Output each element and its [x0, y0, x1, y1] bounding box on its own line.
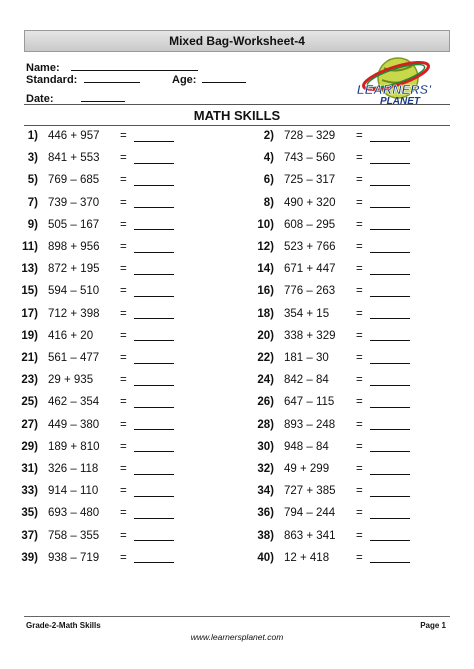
- equals-sign: =: [120, 551, 127, 564]
- problem-item: [244, 505, 410, 521]
- problem-expression: 462 – 354: [48, 396, 100, 409]
- equals-sign: =: [120, 329, 127, 342]
- problem-number: 35): [21, 507, 38, 520]
- equals-sign: =: [120, 218, 127, 231]
- problem-number: 11): [22, 241, 38, 253]
- answer-blank[interactable]: [370, 530, 410, 541]
- problem-item: [244, 195, 410, 211]
- problem-item: [244, 172, 410, 188]
- problem-item: [8, 150, 174, 166]
- problem-item: [8, 261, 174, 277]
- answer-blank[interactable]: [134, 464, 174, 475]
- answer-blank[interactable]: [134, 397, 174, 408]
- answer-blank[interactable]: [370, 441, 410, 452]
- problem-expression: 727 + 385: [284, 485, 336, 498]
- answer-blank[interactable]: [370, 131, 410, 142]
- equals-sign: =: [120, 152, 127, 165]
- standard-label: Standard:: [26, 74, 78, 86]
- problem-item: [8, 328, 174, 344]
- problem-item: [8, 394, 174, 410]
- answer-blank[interactable]: [134, 219, 174, 230]
- equals-sign: =: [356, 551, 363, 564]
- answer-blank[interactable]: [134, 530, 174, 541]
- problem-item: [8, 461, 174, 477]
- problem-expression: 416 + 20: [48, 329, 94, 342]
- problem-item: [244, 261, 410, 277]
- problem-item: [244, 417, 410, 433]
- problem-expression: 948 – 84: [284, 440, 329, 453]
- equals-sign: =: [356, 285, 363, 298]
- problem-expression: 743 – 560: [284, 152, 336, 165]
- age-field: [172, 72, 246, 86]
- problem-expression: 594 – 510: [48, 285, 100, 298]
- equals-sign: =: [120, 507, 127, 520]
- problem-expression: 354 + 15: [284, 307, 330, 320]
- problem-item: [244, 283, 410, 299]
- problem-expression: 326 – 118: [48, 463, 99, 475]
- problem-item: [8, 217, 174, 233]
- problem-number: 26): [257, 396, 274, 409]
- problem-number: 2): [263, 130, 274, 142]
- problem-number: 25): [21, 396, 38, 409]
- problem-number: 27): [21, 418, 38, 431]
- problem-number: 40): [257, 551, 274, 564]
- problem-expression: 914 – 110: [48, 485, 99, 498]
- problem-expression: 671 + 447: [284, 263, 336, 276]
- problem-expression: 758 – 355: [48, 529, 100, 542]
- equals-sign: =: [356, 463, 363, 475]
- problem-item: [8, 306, 174, 322]
- problem-item: [8, 172, 174, 188]
- problem-item: [8, 239, 174, 255]
- answer-blank[interactable]: [370, 486, 410, 497]
- answer-blank[interactable]: [370, 308, 410, 319]
- worksheet-title: Mixed Bag-Worksheet-4: [169, 34, 305, 48]
- answer-blank[interactable]: [134, 131, 174, 142]
- answer-blank[interactable]: [370, 153, 410, 164]
- answer-blank[interactable]: [370, 375, 410, 386]
- answer-blank[interactable]: [370, 419, 410, 430]
- problem-number: 4): [263, 152, 274, 165]
- problems-grid: [0, 124, 474, 598]
- section-title-bar: [24, 104, 450, 126]
- problem-expression: 842 – 84: [284, 374, 329, 387]
- problem-number: 30): [257, 440, 274, 453]
- problem-expression: 898 + 956: [48, 241, 100, 253]
- worksheet-title-bar: [24, 30, 450, 52]
- answer-blank[interactable]: [134, 153, 174, 164]
- problem-number: 13): [21, 263, 38, 276]
- problem-number: 34): [257, 485, 274, 498]
- problem-item: [244, 461, 410, 477]
- problem-number: 22): [257, 352, 274, 364]
- date-blank[interactable]: [81, 91, 125, 102]
- answer-blank[interactable]: [134, 175, 174, 186]
- problem-number: 20): [257, 329, 274, 342]
- equals-sign: =: [120, 174, 127, 187]
- problem-number: 32): [257, 463, 274, 475]
- problem-item: [244, 350, 410, 366]
- problem-item: [8, 528, 174, 544]
- problem-expression: 446 + 957: [48, 130, 100, 142]
- answer-blank[interactable]: [134, 264, 174, 275]
- problem-item: [8, 505, 174, 521]
- answer-blank[interactable]: [370, 175, 410, 186]
- problem-expression: 505 – 167: [48, 218, 100, 231]
- answer-blank[interactable]: [370, 464, 410, 475]
- equals-sign: =: [120, 352, 127, 364]
- problem-expression: 712 + 398: [48, 307, 100, 320]
- answer-blank[interactable]: [370, 353, 410, 364]
- footer-grade: Grade-2-Math Skills: [26, 621, 101, 630]
- problem-number: 36): [257, 507, 274, 520]
- answer-blank[interactable]: [134, 375, 174, 386]
- age-blank[interactable]: [202, 72, 246, 83]
- standard-blank[interactable]: [84, 72, 140, 83]
- problem-expression: 181 – 30: [284, 352, 329, 364]
- logo-text-line1: LEARNERS': [356, 82, 432, 97]
- equals-sign: =: [356, 329, 363, 342]
- problem-number: 6): [263, 174, 274, 187]
- answer-blank[interactable]: [134, 286, 174, 297]
- equals-sign: =: [120, 418, 127, 431]
- equals-sign: =: [356, 241, 363, 253]
- name-blank[interactable]: [71, 60, 198, 71]
- answer-blank[interactable]: [134, 508, 174, 519]
- problem-expression: 863 + 341: [284, 529, 336, 542]
- problem-number: 16): [257, 285, 274, 298]
- equals-sign: =: [120, 485, 127, 498]
- equals-sign: =: [356, 396, 363, 409]
- problem-item: [244, 328, 410, 344]
- problem-number: 5): [27, 174, 38, 187]
- problem-number: 8): [263, 196, 274, 209]
- equals-sign: =: [356, 218, 363, 231]
- problem-expression: 776 – 263: [284, 285, 336, 298]
- problem-expression: 893 – 248: [284, 418, 336, 431]
- problem-item: [244, 306, 410, 322]
- problem-expression: 739 – 370: [48, 196, 100, 209]
- equals-sign: =: [120, 263, 127, 276]
- problem-item: [244, 439, 410, 455]
- problem-item: [8, 550, 174, 566]
- problem-item: [244, 394, 410, 410]
- footer-divider: [24, 616, 450, 617]
- problem-expression: 794 – 244: [284, 507, 336, 520]
- equals-sign: =: [120, 374, 127, 387]
- problem-expression: 29 + 935: [48, 374, 94, 387]
- problem-number: 39): [21, 551, 38, 564]
- problem-number: 3): [27, 152, 38, 165]
- equals-sign: =: [356, 529, 363, 542]
- answer-blank[interactable]: [134, 552, 174, 563]
- equals-sign: =: [356, 196, 363, 209]
- problem-item: [8, 350, 174, 366]
- problem-expression: 12 + 418: [284, 551, 330, 564]
- footer-website: www.learnersplanet.com: [190, 632, 284, 642]
- problem-number: 17): [21, 307, 38, 320]
- equals-sign: =: [356, 130, 363, 142]
- equals-sign: =: [356, 352, 363, 364]
- name-label: Name:: [26, 62, 60, 74]
- footer-page-number: Page 1: [420, 621, 446, 630]
- problem-expression: 769 – 685: [48, 174, 100, 187]
- equals-sign: =: [120, 241, 127, 253]
- answer-blank[interactable]: [370, 397, 410, 408]
- problem-number: 28): [257, 418, 274, 431]
- problem-expression: 608 – 295: [284, 218, 336, 231]
- equals-sign: =: [120, 440, 127, 453]
- problem-number: 24): [257, 374, 274, 387]
- equals-sign: =: [356, 440, 363, 453]
- problem-item: [244, 372, 410, 388]
- answer-blank[interactable]: [134, 308, 174, 319]
- problem-number: 1): [27, 130, 38, 142]
- equals-sign: =: [356, 263, 363, 276]
- logo-text-line2: PLANET: [380, 96, 420, 106]
- problem-item: [8, 417, 174, 433]
- problem-expression: 49 + 299: [284, 463, 330, 475]
- age-label: Age:: [172, 74, 197, 86]
- equals-sign: =: [120, 463, 127, 475]
- answer-blank[interactable]: [134, 330, 174, 341]
- problem-expression: 449 – 380: [48, 418, 100, 431]
- equals-sign: =: [120, 396, 127, 409]
- problem-number: 33): [21, 485, 38, 498]
- problem-expression: 189 + 810: [48, 440, 100, 453]
- equals-sign: =: [120, 529, 127, 542]
- learners-planet-logo: [338, 54, 450, 106]
- standard-field: [26, 72, 140, 86]
- problem-number: 7): [27, 196, 38, 209]
- problem-expression: 338 + 329: [284, 329, 336, 342]
- answer-blank[interactable]: [134, 486, 174, 497]
- problem-item: [8, 372, 174, 388]
- section-title: MATH SKILLS: [193, 107, 281, 123]
- problem-expression: 872 + 195: [48, 263, 100, 276]
- problem-expression: 561 – 477: [48, 352, 100, 364]
- problem-item: [244, 528, 410, 544]
- answer-blank[interactable]: [134, 419, 174, 430]
- answer-blank[interactable]: [370, 286, 410, 297]
- problem-expression: 725 – 317: [284, 174, 336, 187]
- problem-item: [244, 217, 410, 233]
- problem-number: 29): [21, 440, 38, 453]
- problem-expression: 841 + 553: [48, 152, 100, 165]
- equals-sign: =: [356, 507, 363, 520]
- problem-expression: 647 – 115: [284, 396, 335, 409]
- equals-sign: =: [356, 152, 363, 165]
- problem-number: 21): [21, 352, 38, 364]
- equals-sign: =: [120, 285, 127, 298]
- problem-number: 10): [257, 218, 274, 231]
- problem-item: [8, 128, 174, 144]
- answer-blank[interactable]: [370, 508, 410, 519]
- problem-item: [244, 483, 410, 499]
- problem-item: [8, 483, 174, 499]
- problem-expression: 693 – 480: [48, 507, 100, 520]
- problem-item: [8, 283, 174, 299]
- problem-item: [244, 550, 410, 566]
- equals-sign: =: [356, 374, 363, 387]
- answer-blank[interactable]: [370, 330, 410, 341]
- problem-number: 19): [21, 329, 38, 342]
- problem-item: [244, 128, 410, 144]
- equals-sign: =: [120, 196, 127, 209]
- answer-blank[interactable]: [134, 441, 174, 452]
- equals-sign: =: [120, 130, 127, 142]
- answer-blank[interactable]: [370, 197, 410, 208]
- answer-blank[interactable]: [134, 197, 174, 208]
- answer-blank[interactable]: [134, 242, 174, 253]
- date-field: [26, 91, 125, 105]
- problem-number: 14): [257, 263, 274, 276]
- answer-blank[interactable]: [370, 242, 410, 253]
- answer-blank[interactable]: [370, 219, 410, 230]
- problem-item: [8, 439, 174, 455]
- equals-sign: =: [356, 307, 363, 320]
- problem-number: 37): [21, 529, 38, 542]
- answer-blank[interactable]: [370, 552, 410, 563]
- problem-item: [8, 195, 174, 211]
- equals-sign: =: [356, 174, 363, 187]
- problem-item: [244, 239, 410, 255]
- problem-expression: 728 – 329: [284, 130, 336, 142]
- equals-sign: =: [120, 307, 127, 320]
- problem-number: 15): [21, 285, 38, 298]
- problem-expression: 523 + 766: [284, 241, 336, 253]
- problem-number: 18): [257, 307, 274, 320]
- problem-expression: 490 + 320: [284, 196, 336, 209]
- problem-number: 23): [21, 374, 38, 387]
- problem-expression: 938 – 719: [48, 551, 100, 564]
- answer-blank[interactable]: [134, 353, 174, 364]
- date-label: Date:: [26, 93, 54, 105]
- problem-number: 38): [257, 529, 274, 542]
- answer-blank[interactable]: [370, 264, 410, 275]
- problem-item: [244, 150, 410, 166]
- equals-sign: =: [356, 485, 363, 498]
- problem-number: 31): [21, 463, 38, 475]
- equals-sign: =: [356, 418, 363, 431]
- problem-number: 9): [27, 218, 38, 231]
- problem-number: 12): [257, 241, 274, 253]
